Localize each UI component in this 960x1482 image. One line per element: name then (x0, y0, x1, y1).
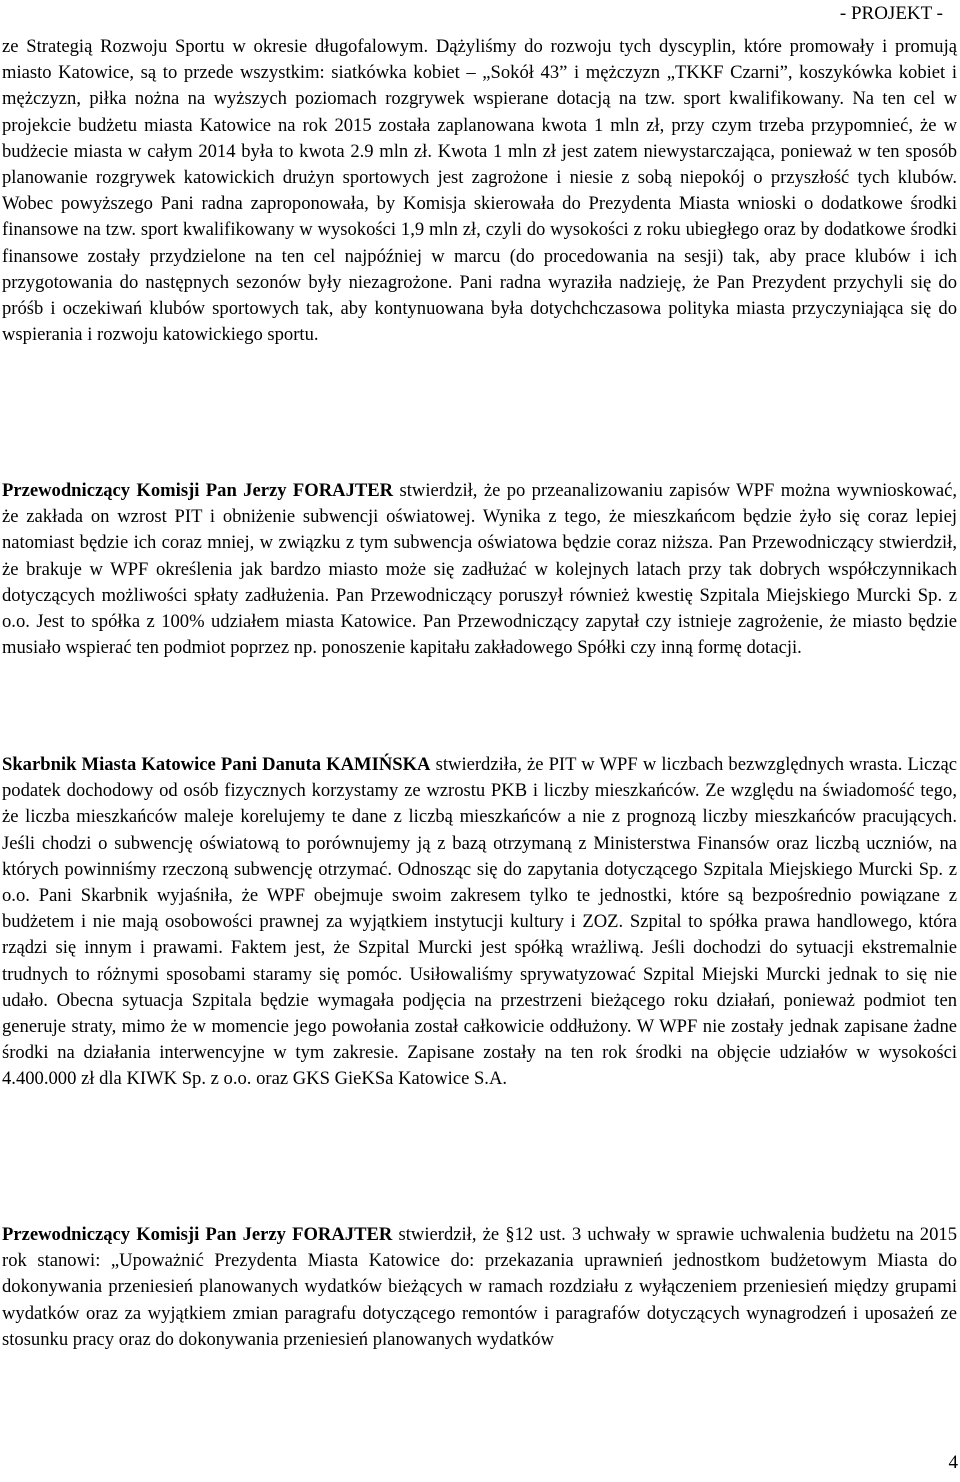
paragraph-chairman-budget-resolution (2, 1222, 957, 1353)
page-number: 4 (948, 1452, 958, 1473)
paragraph-chairman-wpf (2, 478, 957, 661)
paragraph-text: ze Strategią Rozwoju Sportu w okresie długofalowym. Dążyliśmy do rozwoju tych dyscyplin, które promowały i promują miasto Katowice, są to przede wszystkim: siatkówka kobiet – „Sokół 43” i mężczyzn „TKKF Czarni”, koszykówka kobiet i mężczyzn, piłka nożna na wyższych poziomach rozgrywek wspierane dotacją na tzw. sport kwalifikowany. Na ten cel w projekcie budżetu miasta Katowice na rok 2015 została zaplanowana kwota 1 mln zł, przy czym trzeba przypomnieć, że w budżecie miasta w całym 2014 była to kwota 2.9 mln zł. Kwota 1 mln zł jest zatem niewystarczająca, ponieważ w ten sposób planowanie rozgrywek katowickich drużyn sportowych jest zagrożone i niesie z sobą niepokój o przyszłość tych klubów. Wobec powyższego Pani radna zaproponowała, by Komisja skierowała do Prezydenta Miasta wnioski o dodatkowe środki finansowe na tzw. sport kwalifikowany w wysokości 1,9 mln zł, czyli do wysokości z roku ubiegłego oraz by dodatkowe środki finansowe zostały przydzielone na ten cel najpóźniej w marcu (do procedowania na sesji) tak, aby prace klubów i ich przygotowania do następnych sezonów były niezagrożone. Pani radna wyraziła nadzieję, że Pan Prezydent przychyli się do próśb i oczekiwań klubów sportowych tak, aby kontynuowana była dotychchczasowa polityka miasta przyczyniająca się do wspierania i rozwoju katowickiego sportu. (2, 36, 957, 346)
paragraph-lead: Skarbnik Miasta Katowice Pani Danuta KAMIŃSKA (2, 754, 431, 775)
paragraph-text: stwierdził, że po przeanalizowaniu zapisów WPF można wywnioskować, że zakłada on wzrost PIT i obniżenie subwencji oświatowej. Wynika z tego, że mieszkańcom będzie żyło się coraz lepiej natomiast będzie ich coraz mniej, w związku z tym subwencja oświatowa będzie coraz niższa. Pan Przewodniczący stwierdził, że brakuje w WPF określenia jak bardzo miasto może się zadłużać w kolejnych latach przy tak dobrych współczynnikach dotyczących możliwości spłaty zadłużenia. Pan Przewodniczący poruszył również kwestię Szpitala Miejskiego Murcki Sp. z o.o. Jest to spółka z 100% udziałem miasta Katowice. Pan Przewodniczący zapytał czy istnieje zagrożenie, że miasto będzie musiało wspierać ten podmiot poprzez np. ponoszenie kapitału zakładowego Spółki czy inną formę dotacji. (2, 480, 957, 659)
paragraph-lead: Przewodniczący Komisji Pan Jerzy FORAJTER (2, 480, 394, 501)
paragraph-text: stwierdził, że §12 ust. 3 uchwały w sprawie uchwalenia budżetu na 2015 rok stanowi: „Upoważnić Prezydenta Miasta Katowice do: przekazania uprawnień jednostkom budżetowym Miasta do dokonywania przeniesień planowanych wydatków bieżących w ramach rozdziału z wyłączeniem przeniesień między grupami wydatków oraz za wyjątkiem zmian paragrafu dotyczącego remontów i paragrafów dotyczących wynagrodzeń i uposażeń ze stosunku pracy oraz do dokonywania przeniesień planowanych wydatków (2, 1224, 957, 1350)
paragraph-lead: Przewodniczący Komisji Pan Jerzy FORAJTER (2, 1224, 393, 1245)
paragraph-sport-funding (2, 34, 957, 348)
paragraph-text: stwierdziła, że PIT w WPF w liczbach bezwzględnych wrasta. Licząc podatek dochodowy od osób fizycznych korzystamy ze wzrostu PKB i liczby mieszkańców. Ze względu na świadomość tego, że liczba mieszkańców maleje korelujemy te dane z liczbą mieszkańców a nie z prognozą liczby mieszkańców pracujących. Jeśli chodzi o subwencję oświatową to porównujemy ją z bazą otrzymaną z Ministerstwa Finansów oraz liczbą uczniów, na których powinniśmy rzeczoną subwencję otrzymać. Odnosząc się do zapytania dotyczącego Szpitala Miejskiego Murcki Sp. z o.o. Pani Skarbnik wyjaśniła, że WPF obejmuje swoim zakresem tylko te jednostki, które są bezpośrednio powiązane z budżetem i nie mają osobowości prawnej za wyjątkiem instytucji kultury i ZOZ. Szpital to spółka prawa handlowego, która rządzi się innym i prawami. Faktem jest, że Szpital Murcki jest spółką wrażliwą. Jeśli dochodzi do sytuacji ekstremalnie trudnych to różnymi sposobami staramy się pomóc. Usiłowaliśmy sprywatyzować Szpital Miejski Murcki jednak to się nie udało. Obecna sytuacja Szpitala będzie wymagała podjęcia na przestrzeni bieżącego roku działań, ponieważ podmiot ten generuje straty, mimo że w momencie jego powołania został całkowicie oddłużony. W WPF nie zostały jednak zapisane żadne środki na działania interwencyjne w tym zakresie. Zapisane zostały na ten rok środki na objęcie udziałów w wysokości 4.400.000 zł dla KIWK Sp. z o.o. oraz GKS GieKSa Katowice S.A. (2, 754, 958, 1090)
paragraph-treasurer-response (2, 752, 957, 1093)
project-header: - PROJEKT - (839, 3, 943, 24)
